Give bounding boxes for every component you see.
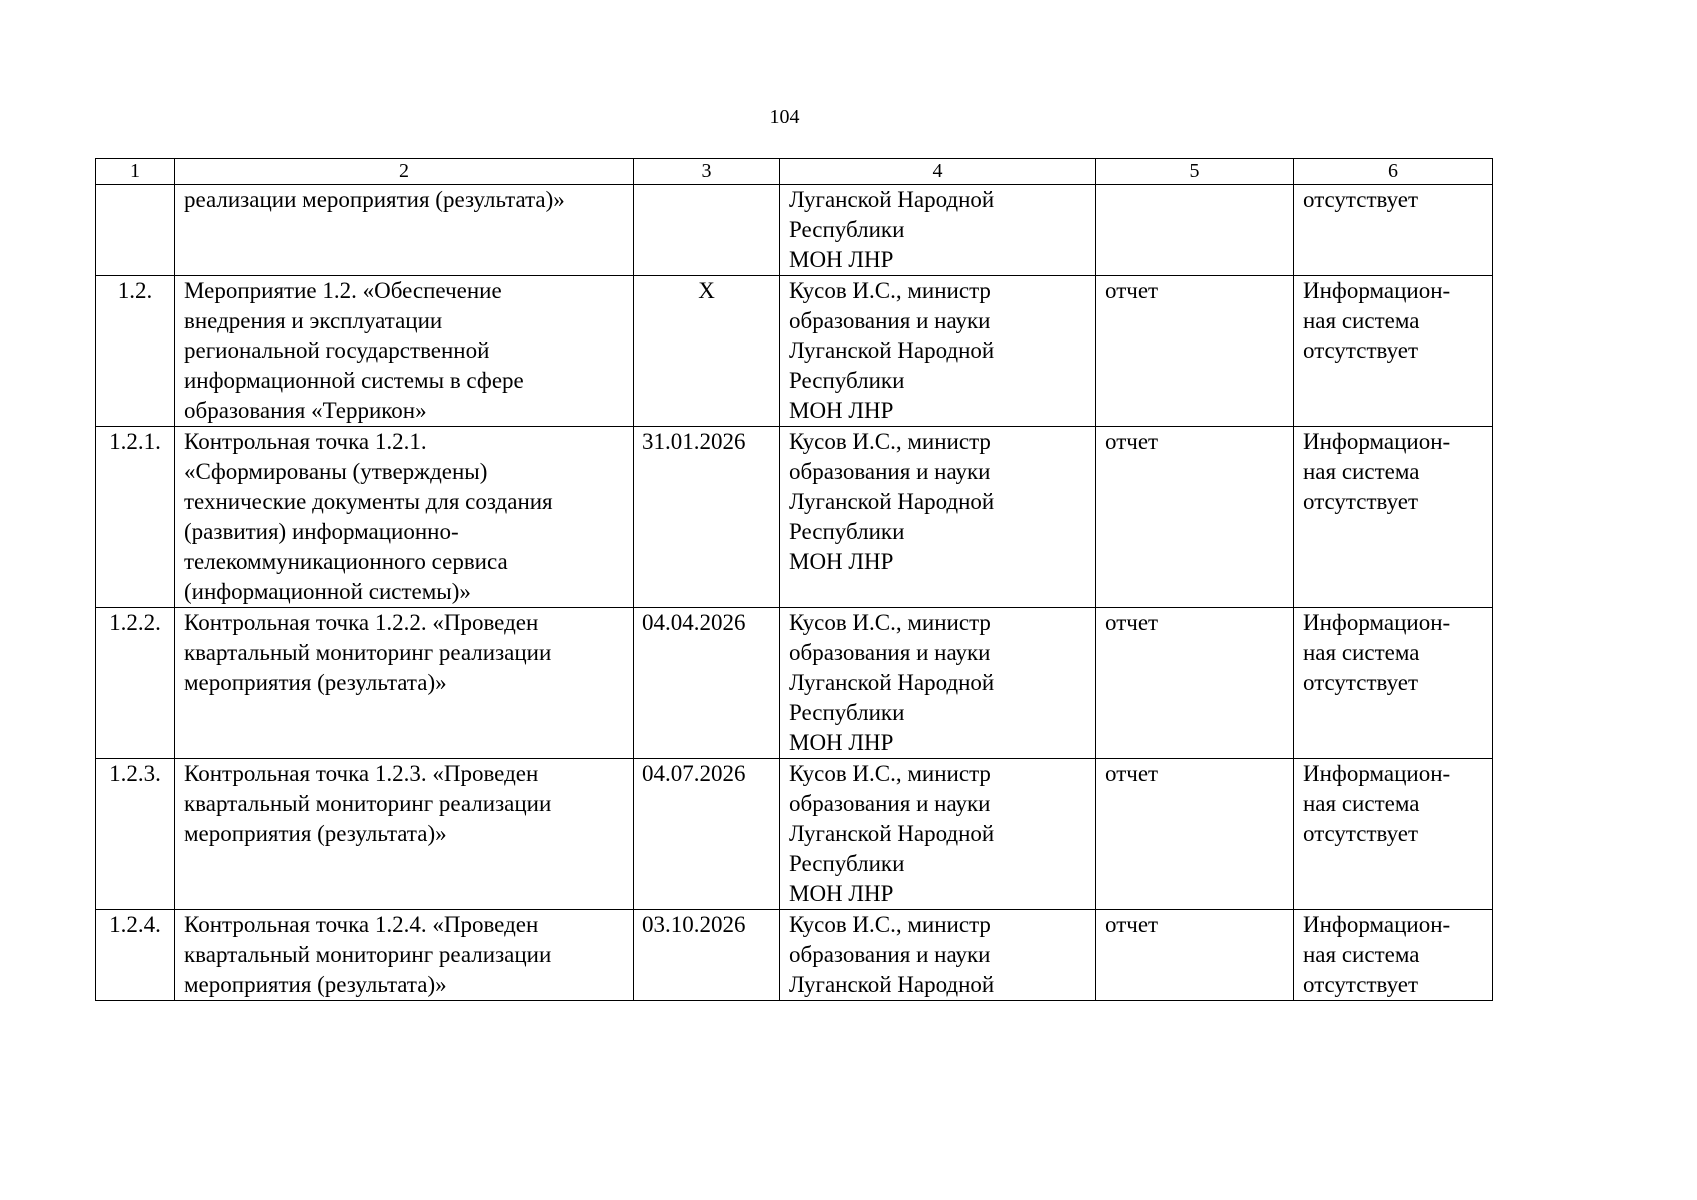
description-line: технические документы для создания	[184, 489, 553, 514]
description-line: образования «Террикон»	[184, 398, 427, 423]
description-line: Контрольная точка 1.2.4. «Проведен	[184, 912, 539, 937]
header-cell: 4	[780, 159, 1096, 185]
table-row	[96, 276, 1493, 427]
responsible-line: Кусов И.С., министр	[789, 278, 991, 303]
responsible-line: Кусов И.С., министр	[789, 761, 991, 786]
item-number-cell: 1.2.2.	[96, 608, 175, 759]
header-cell: 2	[175, 159, 634, 185]
responsible-line: Луганской Народной	[789, 187, 995, 212]
system-line: ная система	[1303, 308, 1420, 333]
responsible-line: МОН ЛНР	[789, 549, 894, 574]
responsible-cell	[780, 185, 1096, 276]
system-line: Информацион-	[1303, 610, 1451, 635]
item-description-cell	[175, 910, 634, 1001]
table-row	[96, 608, 1493, 759]
deadline-cell: 31.01.2026	[634, 427, 780, 608]
responsible-line: МОН ЛНР	[789, 730, 894, 755]
system-line: отсутствует	[1303, 187, 1419, 212]
responsible-line: Луганской Народной	[789, 670, 995, 695]
description-line: информационной системы в сфере	[184, 368, 524, 393]
document-type-cell: отчет	[1096, 759, 1294, 910]
system-line: ная система	[1303, 942, 1420, 967]
description-line: мероприятия (результата)»	[184, 670, 447, 695]
description-line: Контрольная точка 1.2.3. «Проведен	[184, 761, 539, 786]
information-system-cell	[1294, 185, 1493, 276]
responsible-line: образования и науки	[789, 942, 991, 967]
responsible-cell	[780, 910, 1096, 1001]
responsible-cell	[780, 427, 1096, 608]
document-type-cell	[1096, 185, 1294, 276]
system-line: Информацион-	[1303, 278, 1451, 303]
item-description-cell	[175, 608, 634, 759]
information-system-cell	[1294, 759, 1493, 910]
header-cell: 5	[1096, 159, 1294, 185]
item-description-cell	[175, 427, 634, 608]
item-number-cell	[96, 185, 175, 276]
responsible-line: МОН ЛНР	[789, 247, 894, 272]
information-system-cell	[1294, 427, 1493, 608]
description-line: мероприятия (результата)»	[184, 972, 447, 997]
header-cell: 6	[1294, 159, 1493, 185]
deadline-cell: 03.10.2026	[634, 910, 780, 1001]
table-row	[96, 185, 1493, 276]
table-row	[96, 759, 1493, 910]
document-type-cell: отчет	[1096, 608, 1294, 759]
system-line: отсутствует	[1303, 338, 1419, 363]
deadline-cell: 04.07.2026	[634, 759, 780, 910]
responsible-cell	[780, 608, 1096, 759]
description-line: Мероприятие 1.2. «Обеспечение	[184, 278, 502, 303]
description-line: квартальный мониторинг реализации	[184, 942, 552, 967]
responsible-line: Республики	[789, 519, 905, 544]
item-number-cell: 1.2.3.	[96, 759, 175, 910]
system-line: отсутствует	[1303, 972, 1419, 997]
responsible-line: Луганской Народной	[789, 489, 995, 514]
information-system-cell	[1294, 910, 1493, 1001]
responsible-line: МОН ЛНР	[789, 398, 894, 423]
responsible-line: образования и науки	[789, 308, 991, 333]
header-row	[96, 159, 1493, 185]
responsible-line: Республики	[789, 851, 905, 876]
responsible-cell	[780, 276, 1096, 427]
description-line: мероприятия (результата)»	[184, 821, 447, 846]
item-description-cell	[175, 759, 634, 910]
system-line: ная система	[1303, 640, 1420, 665]
system-line: Информацион-	[1303, 912, 1451, 937]
responsible-line: образования и науки	[789, 791, 991, 816]
responsible-line: Кусов И.С., министр	[789, 610, 991, 635]
plan-table	[95, 158, 1493, 1001]
information-system-cell	[1294, 608, 1493, 759]
description-line: (информационной системы)»	[184, 579, 471, 604]
system-line: Информацион-	[1303, 761, 1451, 786]
deadline-cell: 04.04.2026	[634, 608, 780, 759]
responsible-line: Луганской Народной	[789, 338, 995, 363]
description-line: квартальный мониторинг реализации	[184, 791, 552, 816]
item-number-cell: 1.2.	[96, 276, 175, 427]
responsible-line: Кусов И.С., министр	[789, 429, 991, 454]
description-line: реализации мероприятия (результата)»	[184, 187, 565, 212]
description-line: региональной государственной	[184, 338, 490, 363]
description-line: Контрольная точка 1.2.2. «Проведен	[184, 610, 539, 635]
responsible-line: МОН ЛНР	[789, 881, 894, 906]
responsible-line: Республики	[789, 368, 905, 393]
deadline-cell	[634, 185, 780, 276]
responsible-line: образования и науки	[789, 459, 991, 484]
system-line: отсутствует	[1303, 489, 1419, 514]
system-line: ная система	[1303, 459, 1420, 484]
responsible-line: Республики	[789, 217, 905, 242]
system-line: отсутствует	[1303, 670, 1419, 695]
document-type-cell: отчет	[1096, 427, 1294, 608]
system-line: ная система	[1303, 791, 1420, 816]
description-line: квартальный мониторинг реализации	[184, 640, 552, 665]
header-cell: 1	[96, 159, 175, 185]
system-line: Информацион-	[1303, 429, 1451, 454]
document-type-cell: отчет	[1096, 910, 1294, 1001]
deadline-cell: X	[634, 276, 780, 427]
description-line: внедрения и эксплуатации	[184, 308, 443, 333]
information-system-cell	[1294, 276, 1493, 427]
item-description-cell	[175, 276, 634, 427]
table-row	[96, 427, 1493, 608]
responsible-cell	[780, 759, 1096, 910]
responsible-line: Республики	[789, 700, 905, 725]
responsible-line: Кусов И.С., министр	[789, 912, 991, 937]
item-number-cell: 1.2.1.	[96, 427, 175, 608]
table-row	[96, 910, 1493, 1001]
responsible-line: Луганской Народной	[789, 821, 995, 846]
header-cell: 3	[634, 159, 780, 185]
description-line: «Сформированы (утверждены)	[184, 459, 488, 484]
item-description-cell	[175, 185, 634, 276]
responsible-line: образования и науки	[789, 640, 991, 665]
responsible-line: Луганской Народной	[789, 972, 995, 997]
description-line: Контрольная точка 1.2.1.	[184, 429, 427, 454]
system-line: отсутствует	[1303, 821, 1419, 846]
item-number-cell: 1.2.4.	[96, 910, 175, 1001]
page-number: 104	[769, 106, 800, 128]
description-line: телекоммуникационного сервиса	[184, 549, 508, 574]
document-type-cell: отчет	[1096, 276, 1294, 427]
description-line: (развития) информационно-	[184, 519, 459, 544]
